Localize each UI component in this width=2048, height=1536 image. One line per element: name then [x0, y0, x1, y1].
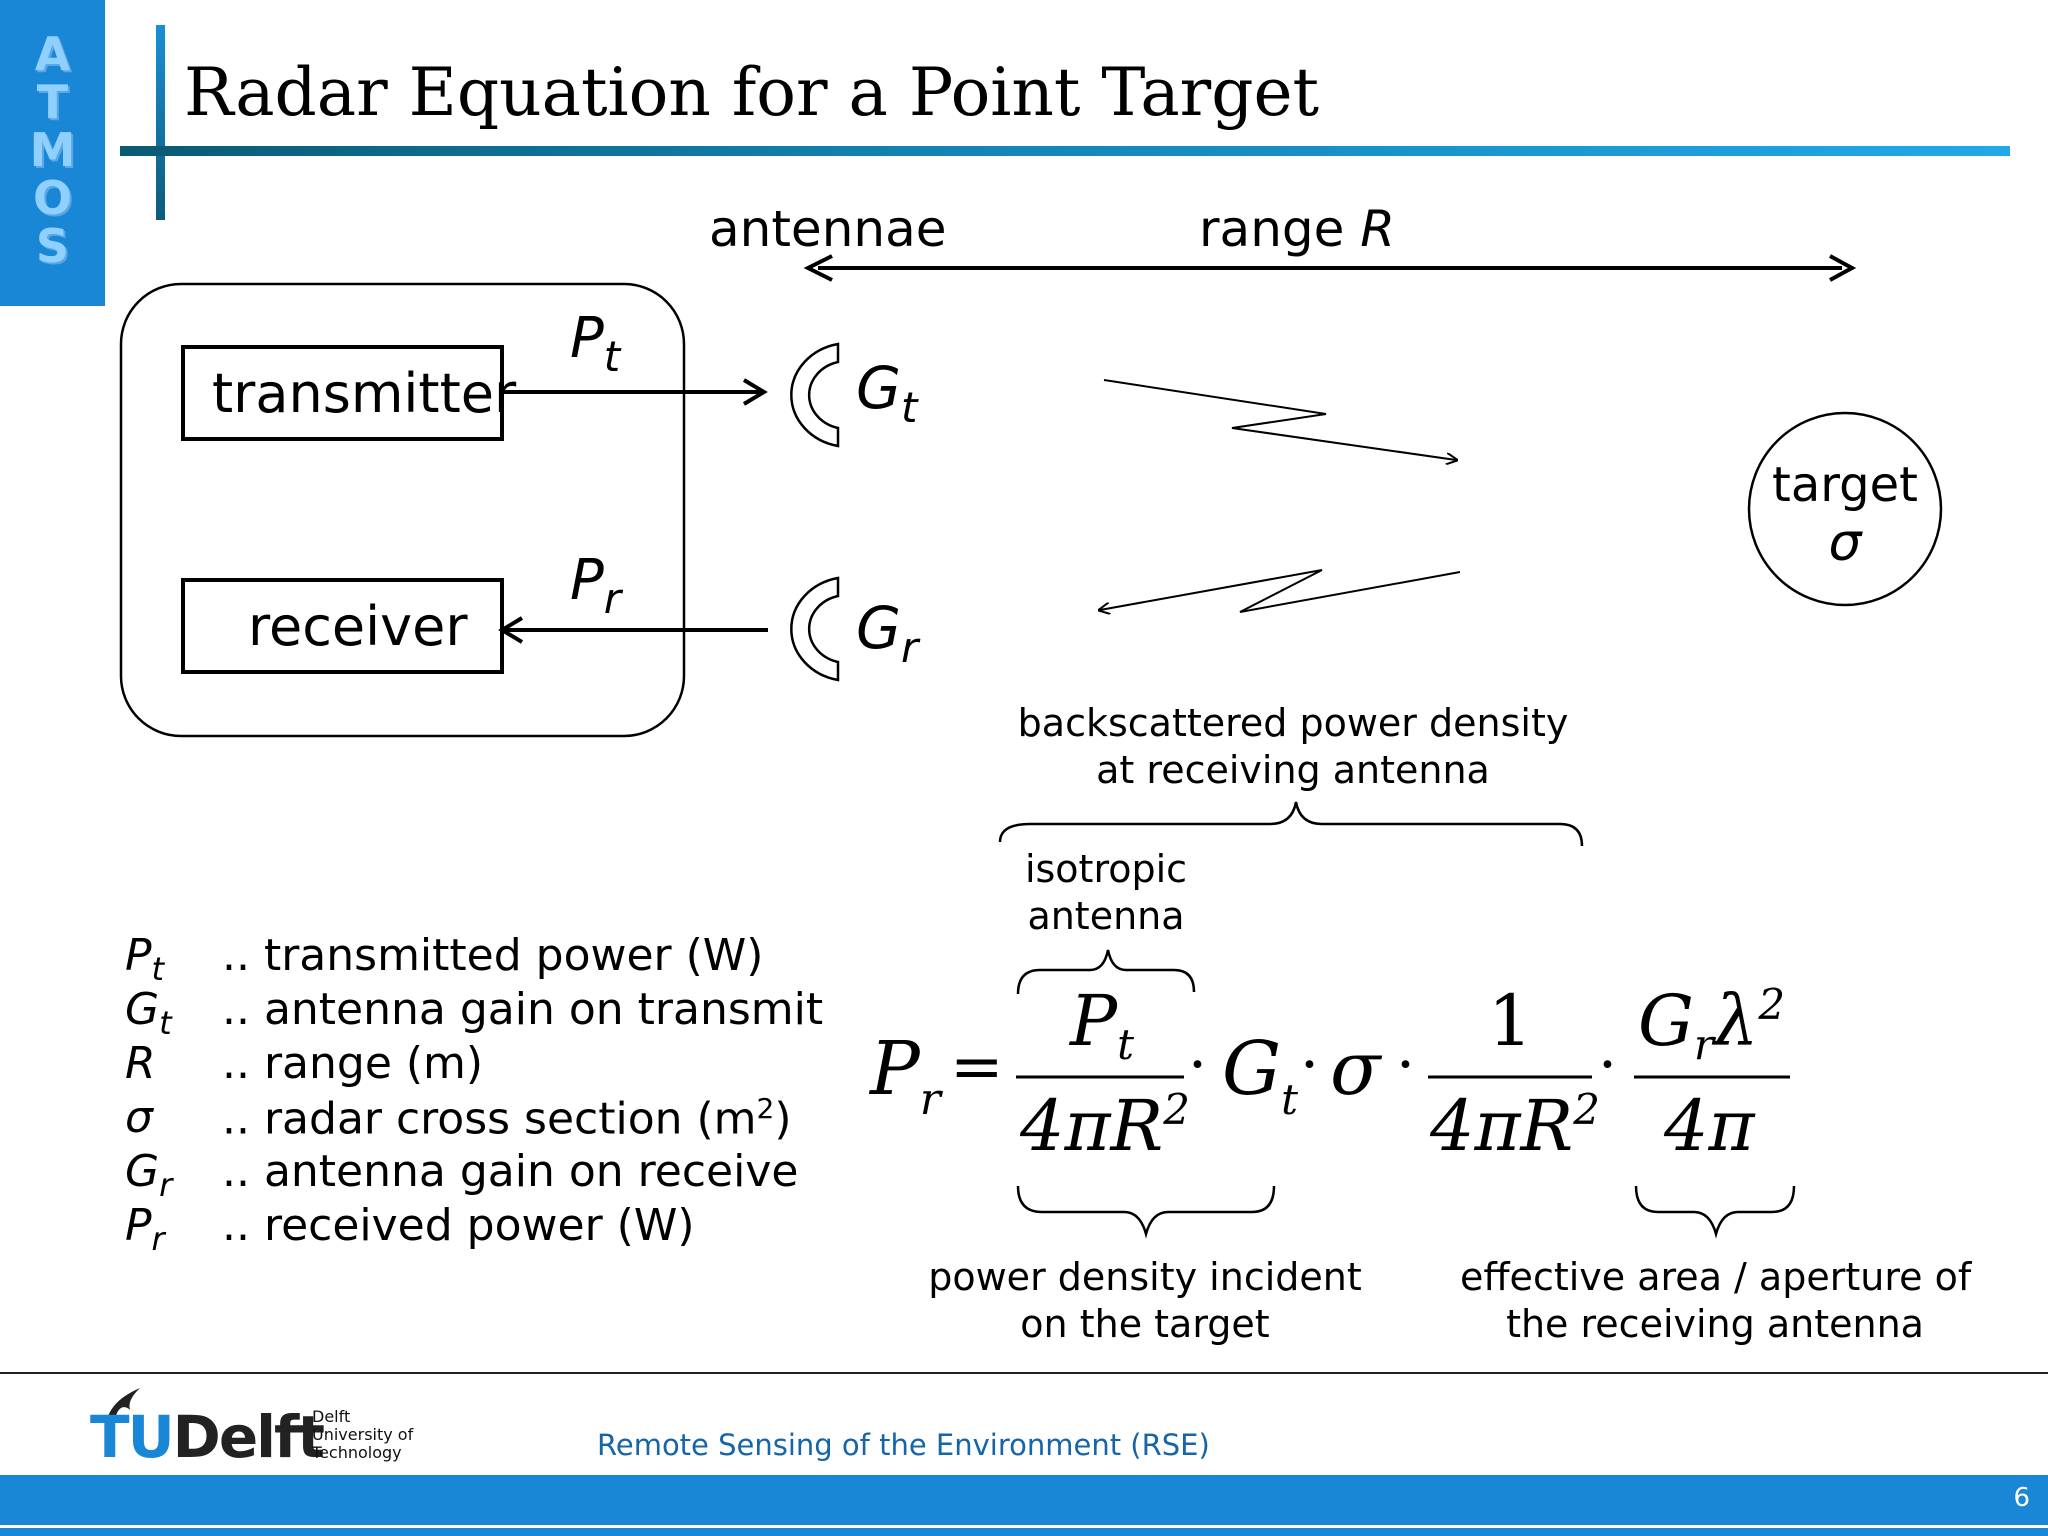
gt-symbol: G: [856, 354, 901, 422]
footer-band-bottom: [0, 1528, 2048, 1536]
receiver-label: receiver: [248, 595, 468, 658]
backscatter-line-2: at receiving antenna: [1096, 748, 1490, 792]
atmos-letter: M: [29, 123, 76, 177]
legend-text-gr: .. antenna gain on receive: [222, 1146, 799, 1197]
course-title: Remote Sensing of the Environment (RSE): [597, 1428, 1210, 1462]
gain-symbol: G: [1222, 1026, 1282, 1112]
legend-sub-text: t: [151, 949, 165, 988]
frac3-num-subscript: r: [1693, 1020, 1714, 1069]
frac1-numerator: [1070, 980, 1134, 1069]
legend-text-pt: .. transmitted power (W): [222, 930, 764, 981]
gain-term: [1222, 1026, 1298, 1124]
incoming-wave-arrow: [1100, 570, 1460, 612]
dot-1: ·: [1188, 1030, 1208, 1100]
pr-subscript: r: [603, 574, 622, 623]
isotropic-line-1: isotropic: [1024, 847, 1188, 891]
frac2-den-text: 4πR: [1430, 1085, 1574, 1167]
aperture-annotation: [1460, 1254, 1970, 1348]
legend-sym-text: G: [125, 984, 160, 1035]
logo-line-2: University of: [312, 1425, 414, 1444]
legend-symbol-r: [125, 1038, 156, 1089]
tudelft-logo: [90, 1403, 323, 1471]
atmos-letter: T: [36, 75, 69, 129]
frac2-den-exponent: 2: [1573, 1085, 1600, 1134]
pt-subscript: t: [603, 332, 621, 381]
logo-line-1: Delft: [312, 1407, 351, 1426]
incident-line-2: on the target: [1020, 1302, 1270, 1346]
frac1-den-text: 4πR: [1020, 1085, 1164, 1167]
range-label: [1199, 200, 1395, 258]
isotropic-annotation: [1006, 846, 1206, 940]
gr-label: [856, 594, 918, 672]
legend-sym-text: P: [125, 930, 152, 981]
atmos-letter: S: [35, 219, 70, 273]
range-text: range: [1199, 200, 1345, 258]
dot-2: ·: [1300, 1030, 1320, 1100]
dot-4: ·: [1598, 1030, 1618, 1100]
legend-sigma-text: .. radar cross section (m: [222, 1093, 757, 1145]
legend-symbol-pr: [125, 1200, 165, 1258]
range-symbol: R: [1360, 200, 1396, 258]
logo-tu-text: TU: [90, 1403, 173, 1471]
sigma-term: σ: [1330, 1026, 1381, 1112]
pt-symbol: P: [570, 306, 604, 371]
gain-subscript: t: [1281, 1075, 1299, 1124]
outgoing-wave-arrow: [1104, 380, 1456, 460]
legend-sym-text: σ: [125, 1092, 153, 1143]
atmos-letter: A: [34, 27, 71, 81]
footer-band: [0, 1475, 2048, 1525]
frac2-numerator: 1: [1488, 980, 1533, 1062]
isotropic-line-2: antenna: [1027, 894, 1185, 938]
lhs-symbol: P: [870, 1026, 920, 1112]
legend-symbol-pt: [125, 930, 164, 988]
legend-text-gt: .. antenna gain on transmit: [222, 984, 824, 1035]
legend-symbol-sigma: [125, 1092, 153, 1143]
target-sigma: σ: [1828, 513, 1862, 573]
equation-lhs: [870, 1026, 941, 1125]
gt-subscript: t: [900, 383, 918, 432]
frac1-num-symbol: P: [1070, 980, 1118, 1062]
incident-line-1: power density incident: [928, 1255, 1362, 1299]
page-number: 6: [2013, 1483, 2030, 1513]
tudelft-logo-subtitle: [312, 1408, 413, 1462]
pr-symbol: P: [570, 548, 604, 613]
logo-delft-text: Delft: [172, 1403, 323, 1471]
backscatter-annotation: [1000, 700, 1586, 794]
frac3-numerator: [1638, 980, 1785, 1069]
dot-3: ·: [1396, 1030, 1416, 1100]
receive-antenna-dish: [791, 578, 838, 680]
footer-divider: [0, 1372, 2048, 1374]
transmit-line: [502, 380, 764, 404]
pr-label: [570, 548, 621, 623]
target-label: [1749, 456, 1941, 572]
legend-text-pr: .. received power (W): [222, 1200, 695, 1251]
incident-annotation: [920, 1254, 1370, 1348]
frac3-denominator: 4π: [1664, 1085, 1755, 1167]
frac3-lambda: λ: [1714, 980, 1759, 1062]
legend-sigma-sup: 2: [756, 1092, 775, 1125]
atmos-letter: O: [32, 171, 73, 225]
backscatter-line-1: backscattered power density: [1017, 701, 1569, 745]
gr-symbol: G: [856, 594, 901, 662]
aperture-line-2: the receiving antenna: [1506, 1302, 1924, 1346]
frac1-denominator: [1020, 1085, 1190, 1167]
legend-sub-text: r: [151, 1219, 165, 1258]
pt-label: [570, 306, 620, 381]
frac1-num-subscript: t: [1117, 1020, 1134, 1069]
legend-sym-text: G: [125, 1146, 160, 1197]
legend-sym-text: P: [125, 1200, 152, 1251]
frac3-num-symbol: G: [1638, 980, 1694, 1062]
antennae-label: antennae: [709, 200, 947, 258]
frac2-denominator: [1430, 1085, 1600, 1167]
legend-sigma-tail: ): [774, 1093, 792, 1145]
receive-line: [502, 618, 768, 642]
aperture-line-1: effective area / aperture of: [1460, 1255, 1972, 1299]
frac3-exponent: 2: [1758, 980, 1786, 1029]
legend-sub-text: t: [159, 1003, 172, 1042]
gt-label: [856, 354, 917, 432]
incident-brace: [1018, 1186, 1274, 1234]
range-arrow: [808, 256, 1852, 280]
legend-sym-text: R: [125, 1038, 156, 1089]
target-text: target: [1772, 457, 1918, 513]
aperture-brace: [1636, 1186, 1794, 1234]
legend-sub-text: r: [159, 1165, 173, 1204]
frac1-den-exponent: 2: [1163, 1085, 1190, 1134]
equals-sign: =: [950, 1030, 1004, 1104]
lhs-subscript: r: [919, 1074, 941, 1125]
logo-line-3: Technology: [312, 1443, 402, 1462]
gr-subscript: r: [900, 623, 919, 672]
slide-title: Radar Equation for a Point Target: [184, 54, 1320, 131]
transmitter-label: transmitter: [212, 362, 517, 425]
backscatter-brace: [1000, 802, 1582, 846]
legend-text-sigma: [222, 1092, 792, 1145]
legend-text-r: .. range (m): [222, 1038, 484, 1089]
transmit-antenna-dish: [791, 344, 838, 446]
legend-symbol-gt: [125, 984, 172, 1042]
legend-symbol-gr: [125, 1146, 172, 1204]
